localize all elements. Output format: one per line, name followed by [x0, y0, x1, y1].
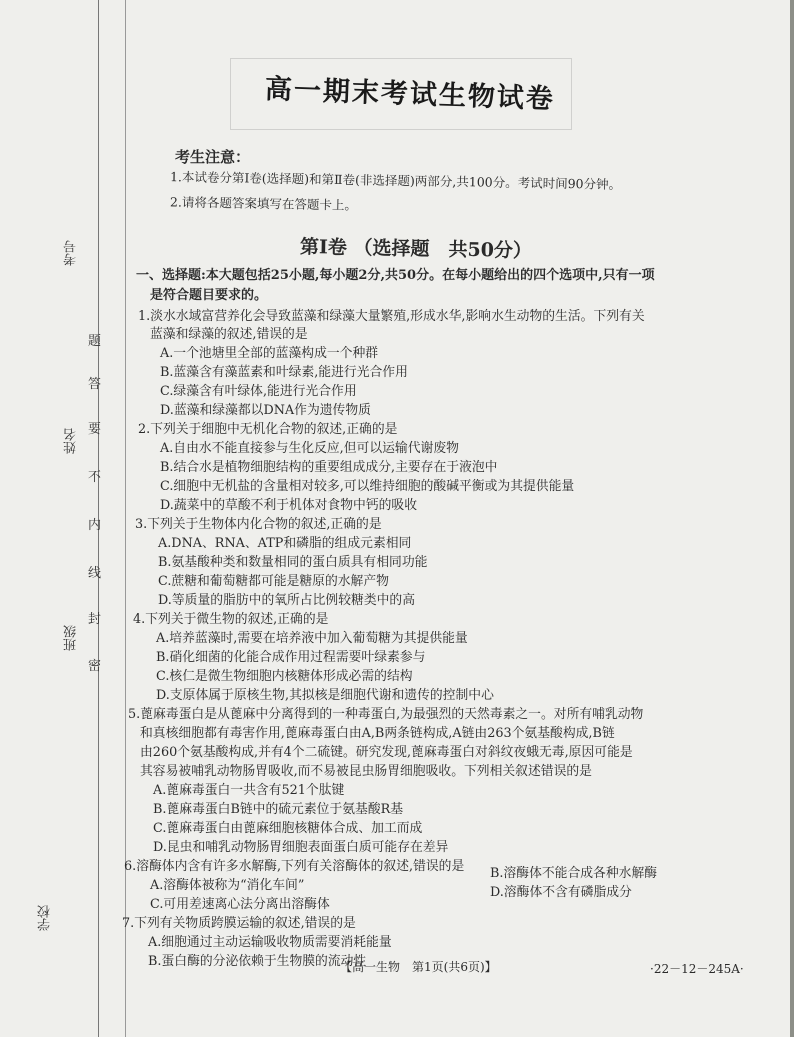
question-stem: 7.下列有关物质跨膜运输的叙述,错误的是	[122, 916, 356, 931]
option: B.蓖麻毒蛋白B链中的硫元素位于氨基酸R基	[153, 802, 404, 817]
option: D.蔬菜中的草酸不利于机体对食物中钙的吸收	[160, 498, 418, 513]
seal-char: 封	[88, 612, 102, 627]
question-stem: 3.下列关于生物体内化合物的叙述,正确的是	[135, 517, 382, 532]
option: C.蔗糖和葡萄糖都可能是糖原的水解产物	[158, 574, 389, 589]
option: A.溶酶体被称为“消化车间”	[150, 878, 305, 893]
seal-char: 题	[88, 334, 102, 349]
name-label: 姓名	[64, 428, 79, 454]
notice-heading: 考生注意：	[175, 148, 251, 166]
question-stem: 由260个氨基酸构成,并有4个二硫键。研究发现,蓖麻毒蛋白对斜纹夜蛾无毒,原因可能是	[140, 745, 633, 760]
section-intro: 是符合题目要求的。	[150, 288, 268, 303]
question-stem: 4.下列关于微生物的叙述,正确的是	[133, 612, 329, 627]
seal-char: 不	[88, 470, 102, 485]
option: B.蓝藻含有藻蓝素和叶绿素,能进行光合作用	[160, 365, 408, 380]
seal-char: 线	[88, 566, 102, 581]
option: D.等质量的脂肪中的氧所占比例较糖类中的高	[158, 593, 416, 608]
question-stem: 6.溶酶体内含有许多水解酶,下列有关溶酶体的叙述,错误的是	[124, 859, 465, 874]
notice-item: 2.请将各题答案填写在答题卡上。	[169, 194, 358, 213]
question-stem: 2.下列关于细胞中无机化合物的叙述,正确的是	[138, 422, 398, 437]
seal-char: 答	[88, 377, 102, 392]
margin-line-inner	[125, 0, 126, 1037]
option: A.培养蓝藻时,需要在培养液中加入葡萄糖为其提供能量	[156, 631, 468, 646]
school-label: 学校	[38, 905, 53, 931]
option: C.蓖麻毒蛋白由蓖麻细胞核糖体合成、加工而成	[153, 821, 423, 836]
paper-code: ·22－12－245A·	[650, 962, 744, 976]
question-stem: 和真核细胞都有毒害作用,蓖麻毒蛋白由A,B两条链构成,A链由263个氨基酸构成,B链	[140, 726, 615, 741]
option: C.细胞中无机盐的含量相对较多,可以维持细胞的酸碱平衡或为其提供能量	[160, 479, 575, 494]
question-stem: 其容易被哺乳动物肠胃吸收,而不易被昆虫肠胃细胞吸收。下列相关叙述错误的是	[140, 764, 592, 779]
option: B.硝化细菌的化能合成作用过程需要叶绿素参与	[156, 650, 426, 665]
option: B.氨基酸种类和数量相同的蛋白质具有相同功能	[158, 555, 428, 570]
seal-char: 内	[88, 518, 102, 533]
page-footer: 【高一生物 第1页(共6页)】	[340, 960, 497, 974]
option: A.细胞通过主动运输吸收物质需要消耗能量	[148, 935, 392, 950]
page-title: 高一期末考试生物试卷	[264, 73, 556, 116]
option: D.溶酶体不含有磷脂成分	[490, 885, 632, 900]
option: D.支原体属于原核生物,其拟核是细胞代谢和遗传的控制中心	[156, 688, 494, 703]
option: B.结合水是植物细胞结构的重要组成成分,主要存在于液泡中	[160, 460, 498, 475]
question-stem: 蓝藻和绿藻的叙述,错误的是	[150, 327, 308, 342]
option: A.一个池塘里全部的蓝藻构成一个种群	[160, 346, 379, 361]
seal-char: 要	[88, 422, 102, 437]
option: C.可用差速离心法分离出溶酶体	[150, 897, 330, 912]
option: A.自由水不能直接参与生化反应,但可以运输代谢废物	[160, 441, 459, 456]
option: B.溶酶体不能合成各种水解酶	[490, 866, 658, 881]
exam-no-label: 考号	[64, 240, 79, 266]
section-intro: 一、选择题:本大题包括25小题,每小题2分,共50分。在每小题给出的四个选项中,只有一项	[136, 268, 655, 283]
section-title: 第Ⅰ卷 （选择题 共50分）	[299, 235, 533, 263]
class-label: 班级	[64, 625, 79, 651]
option: D.昆虫和哺乳动物肠胃细胞表面蛋白质可能存在差异	[153, 840, 449, 855]
question-stem: 5.蓖麻毒蛋白是从蓖麻中分离得到的一种毒蛋白,为最强烈的天然毒素之一。对所有哺乳动物	[128, 707, 644, 722]
option: C.绿藻含有叶绿体,能进行光合作用	[160, 384, 357, 399]
option: D.蓝藻和绿藻都以DNA作为遗传物质	[160, 403, 371, 418]
option: A.蓖麻毒蛋白一共含有521个肽键	[153, 783, 345, 798]
notice-item: 1.本试卷分第Ⅰ卷(选择题)和第Ⅱ卷(非选择题)两部分,共100分。考试时间90分钟。	[169, 169, 622, 192]
question-stem: 1.淡水水域富营养化会导致蓝藻和绿藻大量繁殖,形成水华,影响水生动物的生活。下列有关	[138, 309, 645, 324]
option: B.蛋白酶的分泌依赖于生物膜的流动性	[148, 954, 367, 969]
seal-char: 密	[88, 659, 102, 674]
option: A.DNA、RNA、ATP和磷脂的组成元素相同	[158, 536, 412, 551]
option: C.核仁是微生物细胞内核糖体形成必需的结构	[156, 669, 413, 684]
